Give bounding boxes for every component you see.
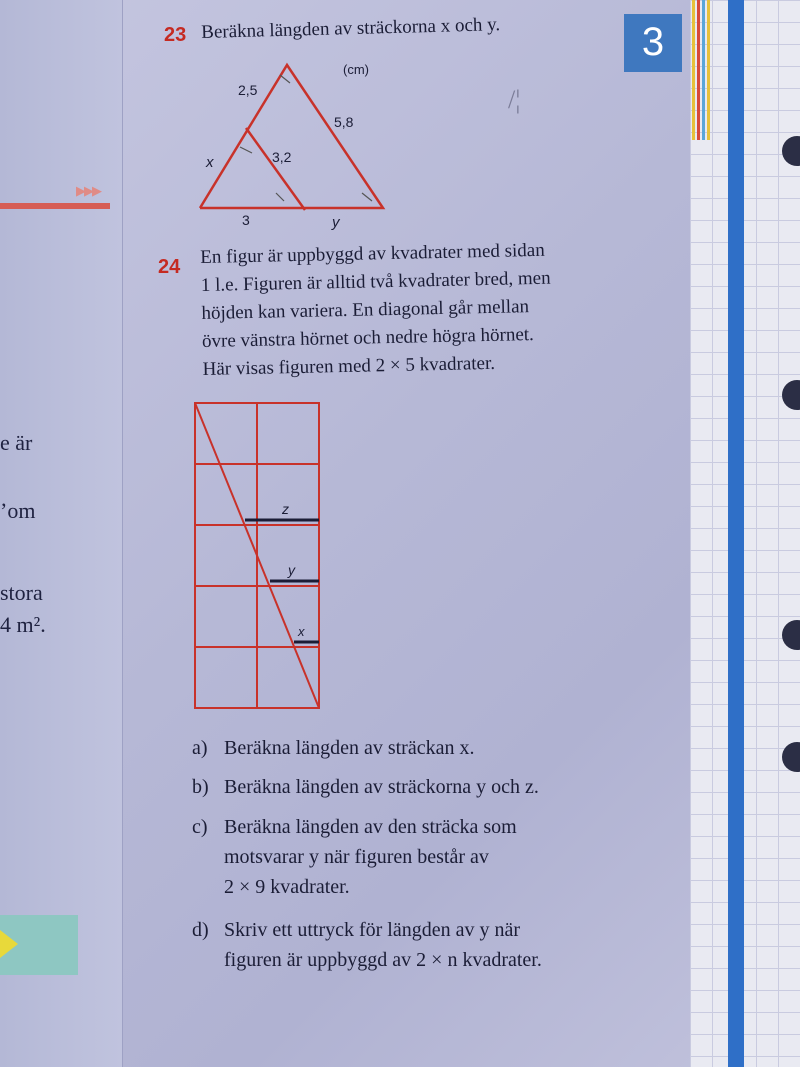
left-page-line: e är (0, 430, 33, 455)
problem-23-text: Beräkna längden av sträckorna x och y. (201, 14, 501, 43)
outer-triangle (200, 65, 383, 208)
subquestion-label: d) (192, 919, 209, 941)
segment-label-z: z (282, 501, 289, 517)
subquestion-line: Beräkna längden av sträckorna y och z. (224, 776, 539, 798)
left-page-line: stora (0, 580, 43, 605)
side-label-x: x (206, 154, 214, 171)
left-page-fragment (0, 0, 123, 1067)
square-grid-figure (190, 398, 330, 714)
page-edge-tabs (690, 0, 720, 140)
left-page-line: 4 m². (0, 612, 46, 637)
problem-24-line: Här visas figuren med 2 × 5 kvadrater. (202, 352, 496, 380)
unit-label: (cm) (343, 62, 369, 77)
problem-24-line: 1 l.e. Figuren är alltid två kvadrater bred, men (200, 267, 551, 296)
subquestion-c (192, 812, 632, 902)
grid-paper-edge (690, 0, 800, 1067)
side-label: 2,5 (238, 82, 258, 98)
subquestion-label: c) (192, 816, 208, 838)
side-label: 5,8 (334, 114, 354, 130)
arrow-markers-icon: ▶▶▶ (76, 184, 100, 199)
subquestion-line: motsvarar y när figuren består av (224, 846, 489, 868)
subquestion-b (192, 772, 632, 802)
side-label: 3 (242, 212, 250, 228)
subquestion-line: figuren är uppbyggd av 2 × n kvadrater. (224, 949, 542, 971)
subquestion-line: 2 × 9 kvadrater. (224, 876, 350, 898)
problem-23-number: 23 (164, 24, 187, 46)
subquestion-d (192, 915, 642, 975)
segment-label-x: x (298, 624, 305, 639)
problem-24-line: övre vänstra hörnet och nedre högra hörnet. (201, 324, 535, 352)
subquestion-a (192, 733, 632, 763)
subquestion-line: Beräkna längden av den sträcka som (224, 816, 517, 838)
subquestion-line: Skriv ett uttryck för längden av y när (224, 919, 521, 941)
problem-24-number: 24 (158, 256, 181, 278)
triangle-figure (180, 55, 400, 235)
problem-24-text (200, 235, 643, 384)
side-label-y: y (332, 214, 340, 231)
subquestion-line: Beräkna längden av sträckan x. (224, 737, 475, 759)
subquestion-label: a) (192, 737, 208, 759)
chapter-tab: 3 (624, 14, 682, 72)
problem-24-line: En figur är uppbyggd av kvadrater med sidan (200, 239, 545, 268)
subquestion-label: b) (192, 776, 209, 798)
pencil-mark: /¦ (508, 85, 521, 114)
section-divider-bar (0, 203, 110, 209)
yellow-shape-icon (0, 930, 18, 958)
segment-label-y: y (288, 562, 295, 578)
binder-spine (728, 0, 744, 1067)
inner-segment (246, 128, 305, 210)
problem-24-line: höjden kan variera. En diagonal går mellan (201, 296, 530, 324)
side-label: 3,2 (272, 149, 292, 165)
left-page-line: ’om (0, 498, 36, 523)
